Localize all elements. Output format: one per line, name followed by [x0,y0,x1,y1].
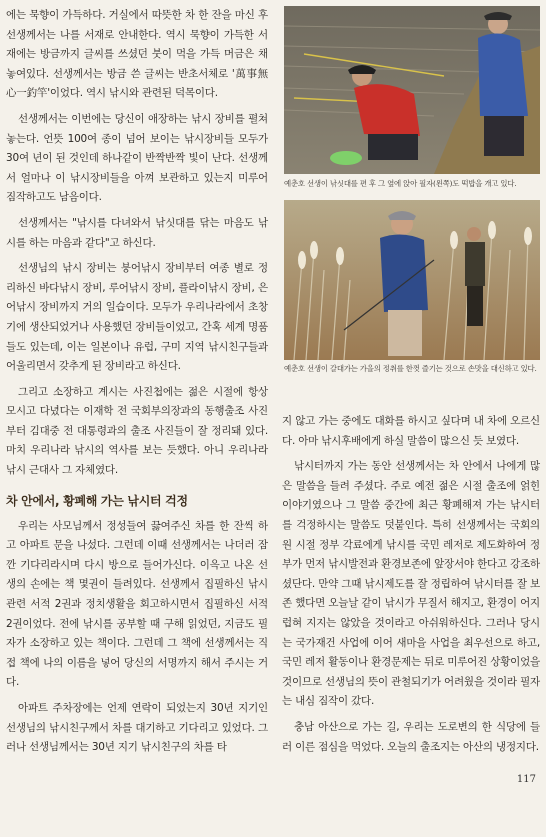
photo-man-among-reeds [284,200,540,360]
paragraph: 선생께서는 이번에는 당신이 애장하는 낚시 장비를 펼쳐놓는다. 언뜻 100여 종이 넘어 보이는 낚시장비들 모두가 30여 년이 된 것인데 하나같이 반짝반짝 빛이 난다. 선생께서 얼마나 이 낚시장비들을 아껴 보관하고 있는지 미루어 짐작하고도 남음이다. [6,112,268,204]
paragraph: 지 않고 가는 중에도 대화를 하시고 싶다며 내 차에 오르신다. 아마 낚시후배에게 하실 말씀이 많으신 듯 보였다. [282,415,540,447]
paragraph: 그리고 소장하고 계시는 사진첩에는 젊은 시절에 항상 모시고 다녔다는 이재학 전 국회부의장과의 동행출조 사진부터 김대중 전 대통령과의 출조 사진들이 잘 정리돼 있다. 마치 우리나라 낚시의 역사를 보는 듯했다. 아니 우리나라 낚시 근대사 그 자체였다. [6,385,268,477]
section-heading: 차 안에서, 황폐해 가는 낚시터 걱정 [6,493,188,508]
paragraph: 에는 묵향이 가득하다. 거실에서 따뜻한 차 한 잔을 마신 후 선생께서는 나를 서재로 안내한다. 역시 묵향이 가득한 서재에는 방금까지 글씨를 쓰셨던 붓이 먹을 가득 머금은 채 놓여있다. 선생께서는 방금 쓴 글씨는 반초서체로 '萬事無心一釣竿'이었다. 역시 낚시와 관련된 덕목이다. [6,9,268,100]
paragraph: 우리는 사모님께서 정성들여 끓여주신 차를 한 잔씩 하고 아파트 문을 나섰다. 그런데 이때 선생께서는 나더러 잠깐 기다리라시며 다시 방으로 들어가신다. 이윽고 나온 선생의 손에는 책 몇권이 들려있다. 선생께서 집필하신 낚시 관련 서적 2권과 정치생활을 회고하시면서 집필하신 서적 2권이었다. 전에 낚시를 공부할 때 구해 읽었던, 지금도 필자가 소장하고 있는 책이다. 그런데 그 책에 선생께서는 직접 책에 나의 이름을 넣어 당신의 서명까지 해서 주시는 거다. [6,519,268,689]
paragraph: 아파트 주차장에는 언제 연락이 되었는지 30년 지기인 선생님의 낚시친구께서 차를 대기하고 기다리고 있었다. 그러나 선생님께서는 30년 지기 낚시친구의 차를 타 [6,702,268,754]
paragraph: 낚시터까지 가는 동안 선생께서는 차 안에서 나에게 많은 말씀을 들려 주셨다. 주로 예전 젊은 시절 출조에 얽힌 이야기였으나 그 말씀 중간에 최근 황폐해져 가는 낚시터를 걱정하시는 말씀도 덧붙인다. 특히 선생께서는 국회의원 시절 정부 각료에게 낚시를 국민 레저로 제도화하여 정부가 먼저 낚시발전과 환경보존에 앞장서야 한다고 강조하셨단다. 만약 그때 낚시제도를 잘 정립하여 낚시터를 잘 보존 했다면 오늘날 같이 낚시가 무질서 해지고, 환경이 어지럽혀 지지는 않았을 것이라고 아쉬워하신다. 그러나 당시는 국가재건 사업에 이어 새마을 사업을 최우선으로 하고, 국민 레저 활동이나 환경문제는 뒤로 미루어진 상황이었을 것이므로 선생님의 뜻이 관철되기가 어려웠을 것이라 필자는 내심 짐작이 갔다. [282,460,540,708]
right-text-column [282,412,540,763]
page-number: 117 [516,774,536,785]
left-text-column [6,6,268,764]
photo-caption: 예춘호 선생이 낚싯대를 편 후 그 옆에 앉아 필자(왼쪽)도 떡밥을 개고 있다. [284,179,517,188]
paragraph: 선생께서는 "낚시를 다녀와서 낚싯대를 닦는 마음도 낚시를 하는 마음과 같다"고 하신다. [6,216,268,249]
paragraph: 충남 아산으로 가는 길, 우리는 도로변의 한 식당에 들러 이른 점심을 먹었다. 오늘의 출조지는 아산의 냉정지다. [282,720,540,753]
photo-caption: 예춘호 선생이 갈대가는 가을의 정취를 한껏 즐기는 것으로 손맛을 대신하고 있다. [284,364,537,373]
photo-fishing-by-water [284,6,540,174]
paragraph: 선생님의 낚시 장비는 붕어낚시 장비부터 여종 별로 정리하신 바다낚시 장비, 루어낚시 장비, 플라이낚시 장비, 은어낚시 장비까지 거의 일습이다. 모두가 우리나라에서 초창기에 생산되었거나 사용했던 장비들이었고, 간혹 세계 명품들도 있는데, 이는 일본이나 유럽, 구미 지역 낚시친구들과 어울리면서 갖추게 된 장비라고 하신다. [6,262,268,373]
